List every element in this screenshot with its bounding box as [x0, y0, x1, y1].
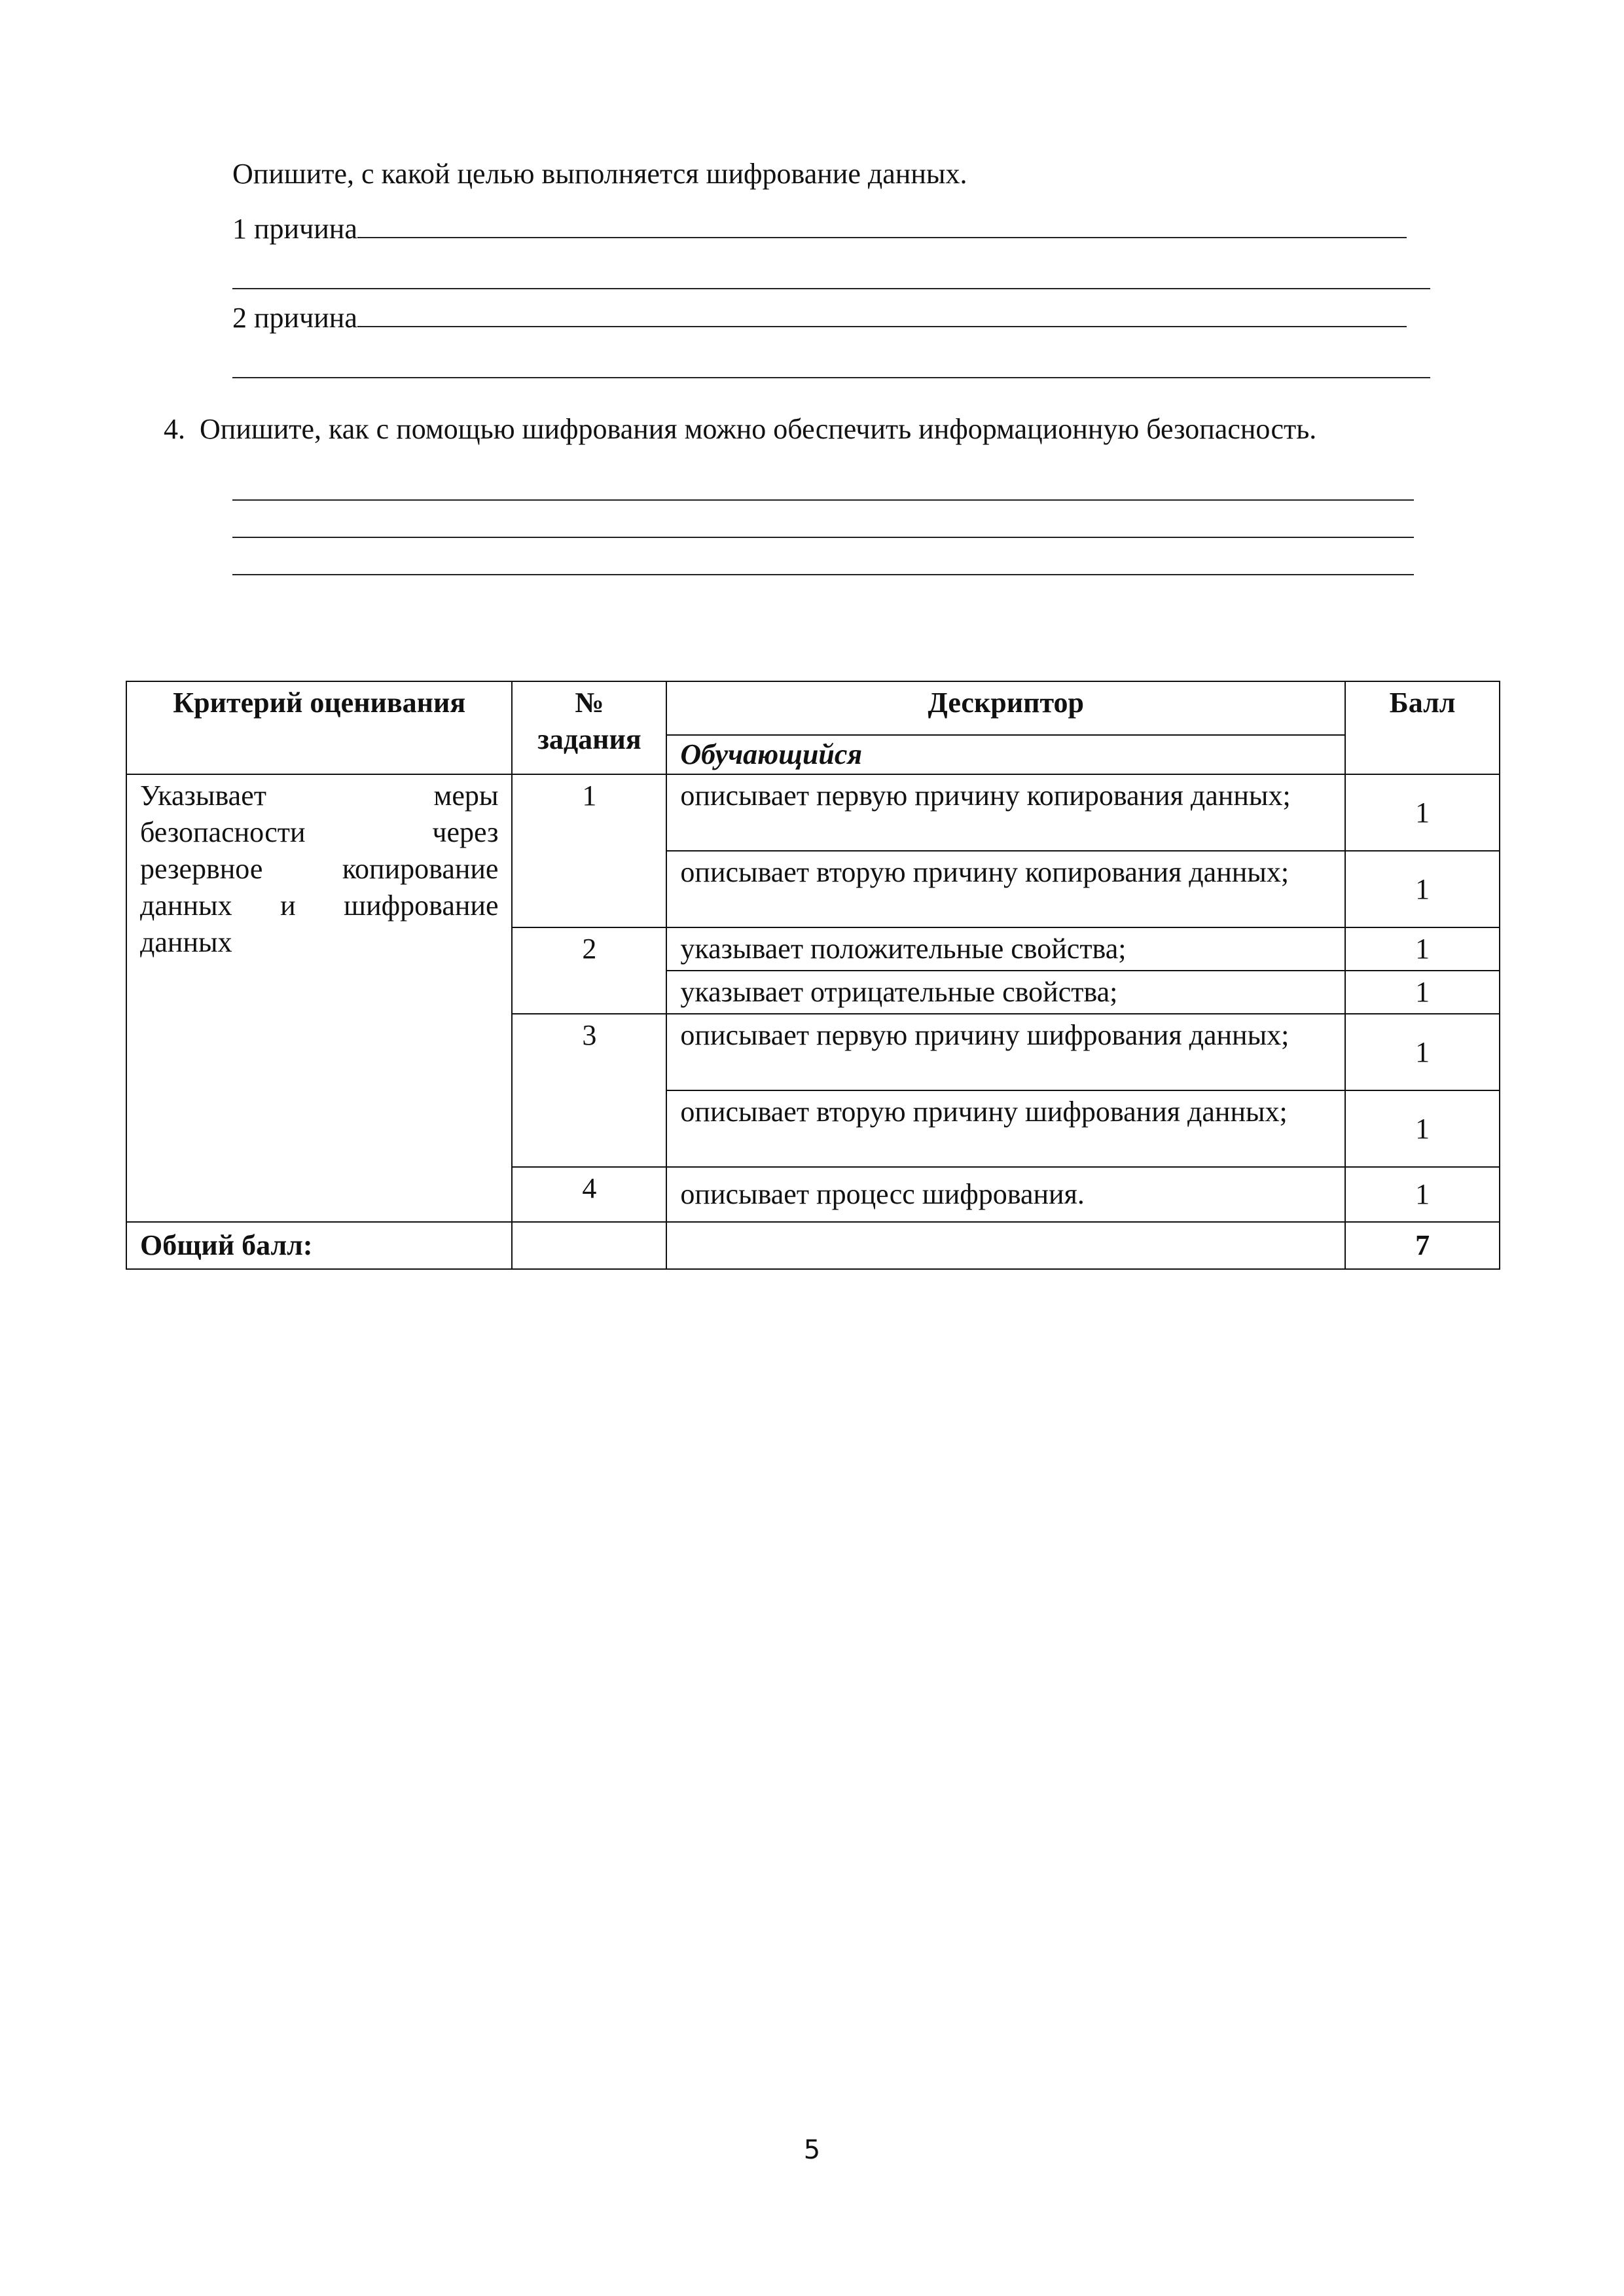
- total-score: 7: [1345, 1222, 1500, 1269]
- total-task-empty: [512, 1222, 666, 1269]
- descriptor-cell-5: описывает первую причину шифрования данных;: [666, 1014, 1345, 1090]
- score-cell-1: 1: [1345, 774, 1500, 851]
- score-cell-4: 1: [1345, 971, 1500, 1014]
- grading-table: [126, 681, 1500, 1270]
- header-task-no: № задания: [512, 681, 666, 774]
- criterion-cell: Указывает меры безопасности через резервное копирование данных и шифрование данных: [126, 774, 512, 1222]
- reason1-row: [232, 211, 1407, 246]
- task-cell-4: 4: [512, 1167, 666, 1222]
- reason1-label: 1 причина: [232, 213, 357, 245]
- page-number: 5: [803, 2135, 821, 2165]
- question4-prompt: Опишите, как с помощью шифрования можно обеспечить информационную безопасность.: [200, 413, 1317, 445]
- reason1-answer-line-2[interactable]: [232, 288, 1430, 289]
- descriptor-cell-3: указывает положительные свойства;: [666, 927, 1345, 971]
- score-cell-3: 1: [1345, 927, 1500, 971]
- descriptor-cell-1: описывает первую причину копирования данных;: [666, 774, 1345, 851]
- score-cell-5: 1: [1345, 1014, 1500, 1090]
- header-descriptor: Дескриптор: [666, 681, 1345, 735]
- reason2-answer-line-2[interactable]: [232, 377, 1430, 378]
- task-cell-1: 1: [512, 774, 666, 927]
- question4-row: [164, 412, 1316, 446]
- descriptor-cell-4: указывает отрицательные свойства;: [666, 971, 1345, 1014]
- question4-answer-line-1[interactable]: [232, 499, 1414, 501]
- question4-answer-line-2[interactable]: [232, 537, 1414, 538]
- question3-prompt: Опишите, с какой целью выполняется шифрование данных.: [232, 158, 967, 190]
- reason2-answer-line[interactable]: [357, 300, 1407, 327]
- total-descriptor-empty: [666, 1222, 1345, 1269]
- header-score: Балл: [1345, 681, 1500, 774]
- header-criterion: Критерий оценивания: [126, 681, 512, 774]
- reason1-answer-line[interactable]: [357, 211, 1407, 238]
- score-cell-7: 1: [1345, 1167, 1500, 1222]
- total-label: Общий балл:: [126, 1222, 512, 1269]
- descriptor-cell-7: описывает процесс шифрования.: [666, 1167, 1345, 1222]
- header-learner: Обучающийся: [666, 735, 1345, 774]
- score-cell-2: 1: [1345, 851, 1500, 927]
- reason2-label: 2 причина: [232, 302, 357, 334]
- descriptor-cell-2: описывает вторую причину копирования данных;: [666, 851, 1345, 927]
- question4-number: 4.: [164, 413, 185, 445]
- task-cell-3: 3: [512, 1014, 666, 1167]
- score-cell-6: 1: [1345, 1090, 1500, 1167]
- question4-answer-line-3[interactable]: [232, 574, 1414, 575]
- descriptor-cell-6: описывает вторую причину шифрования данных;: [666, 1090, 1345, 1167]
- task-cell-2: 2: [512, 927, 666, 1014]
- reason2-row: [232, 300, 1407, 335]
